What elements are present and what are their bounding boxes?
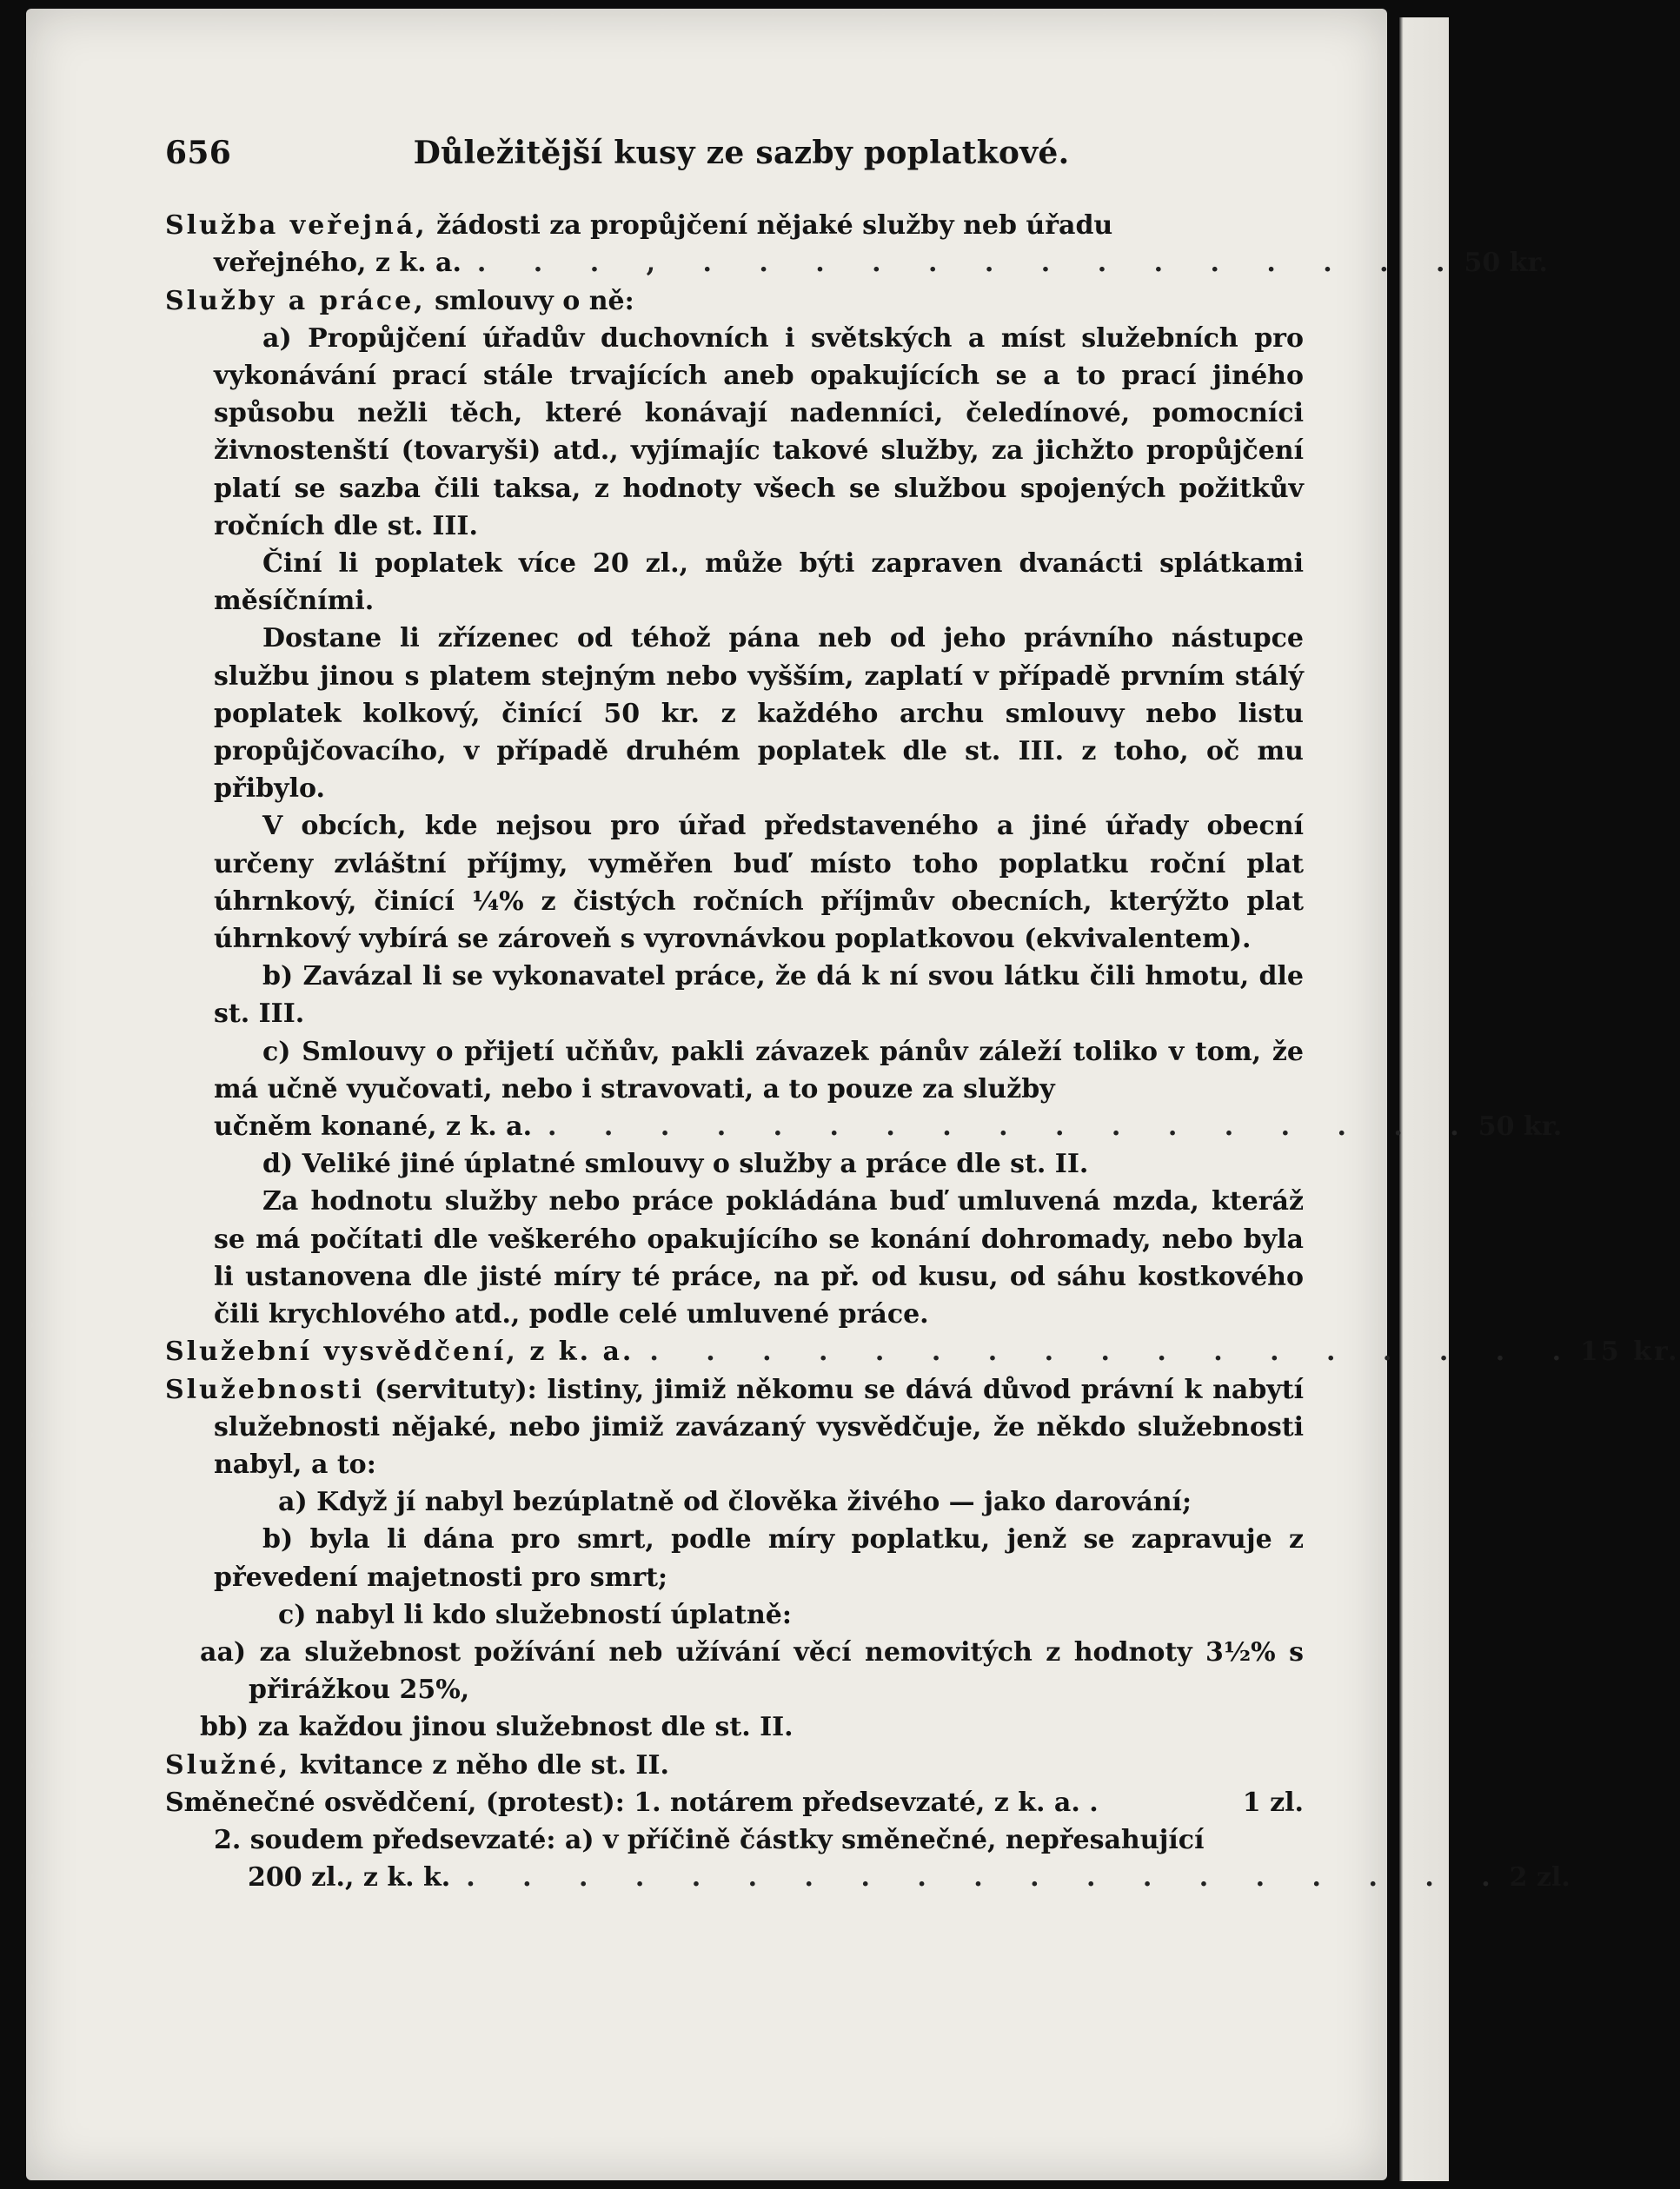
line-amount: 50 kr. [1477,1111,1563,1143]
priced-line [165,1333,1680,1370]
page-number: 656 [165,135,232,171]
entry-term: Služby a práce, [165,285,426,316]
line-text: veřejného, z k. a. [214,248,462,279]
priced-line [165,1784,1304,1821]
entry-sluzne [165,1747,1304,1784]
leader-dots: . . . . . . . . . . . . . . . . . . . [466,1862,1510,1894]
entry-text: (servituty): listiny, jimiž někomu se dává důvod právní k nabytí služebnosti nějaké, nebo jimiž zavázaný vysvědčuje, že někdo služebnosti nabyl, a to: [214,1374,1304,1480]
line-text: Směnečné osvědčení, (protest): 1. notárem předsevzaté, z k. a. . [165,1787,1099,1818]
entry-text: kvitance z něho dle st. II. [290,1749,669,1781]
paragraph-successor: Dostane li zřízenec od téhož pána neb od jeho právního nástupce službu jinou s platem stejným nebo vyšším, zaplatí v případě prvním stálý poplatek kolkový, činící 50 kr. z každého archu smlouvy nebo listu propůjčovacího, v případě druhém poplatek dle st. III. z toho, oč mu přibylo. [214,623,1304,805]
leader-dots: . . . . . . . . . . . . . . . . . [548,1111,1478,1143]
paragraph-installments: Činí li poplatek více 20 zl., může býti zapraven dvanácti splátkami měsíčními. [214,548,1304,617]
entry-term: Služné, [165,1749,291,1781]
paragraph-b: b) Zavázal li se vykonavatel práce, že dá k ní svou látku čili hmotu, dle st. III. [214,961,1304,1030]
paragraph-aa: aa) za služebnost požívání neb užívání věcí nemovitých z hodnoty 3½% s přirážkou 25%, [200,1636,1304,1706]
paragraph-c: c) Smlouvy o přijetí učňův, pakli závazek pánův záleží toliko v tom, že má učně vyučovati, nebo i stravovati, a to pouze za služby [214,1036,1304,1104]
page-title: Důležitější kusy ze sazby poplatkové. [413,135,1070,171]
line-text: 200 zl., z k. k. [248,1862,451,1894]
leader-dots: . . . . . . . . . . . . . . . . . [649,1337,1581,1368]
priced-line [165,1108,1563,1145]
paragraph-municipalities: V obcích, kde nejsou pro úřad představeného a jiné úřady obecní určeny zvláštní příjmy, vyměřen buď místo toho poplatku roční plat úhrnkový, činící ¼% z čistých ročních příjmův obecních, kterýžto plat úhrnkový vybírá se zároveň s vyrovnávkou poplatkovou (ekvivalentem). [214,811,1304,955]
paragraph-b-servitude: b) byla li dána pro smrt, podle míry poplatku, jenž se zapravuje z převedení majetnosti pro smrt; [214,1524,1304,1593]
line-text: Služební vysvědčení, z k. a. [165,1337,634,1368]
page-header [165,135,1304,172]
entry-term: Služba veřejná, [165,210,428,242]
entry-text: smlouvy o ně: [425,285,634,316]
priced-line [165,1859,1570,1896]
paragraph-court: 2. soudem předsevzaté: a) v příčině částky směnečné, nepřesahující [214,1824,1205,1855]
entry-sluzebnosti [165,1371,1304,1484]
entry-term: Služebnosti [165,1374,364,1405]
entry-text: žádosti za propůjčení nějaké služby neb úřadu [427,210,1113,242]
paragraph-c-servitude: c) nabyl li kdo služebností úplatně: [278,1599,792,1630]
line-amount: 1 zl. [1242,1787,1304,1818]
line-amount: 2 zl. [1509,1862,1570,1894]
paragraph-a-servitude: a) Když jí nabyl bezúplatně od člověka živého — jako darování; [278,1487,1192,1518]
leader-dots: . . . , . . . . . . . . . . . . . . [476,248,1464,279]
line-text: učněm konané, z k. a. [214,1111,533,1143]
priced-line [165,244,1548,282]
next-page-edge [1399,17,1449,2181]
entry-sluzba-verejna [165,207,1304,244]
paragraph-valuation: Za hodnotu služby nebo práce pokládána buď umluvená mzda, kteráž se má počítati dle veškerého opakujícího se konání dohromady, nebo byla li ustanovena dle jisté míry té práce, na př. od kusu, od sáhu kostkového čili krychlového atd., podle celé umluvené práce. [214,1186,1304,1330]
page-content [165,135,1680,1896]
line-amount: 50 kr. [1464,248,1548,279]
paragraph-bb: bb) za každou jinou služebnost dle st. II. [200,1712,794,1743]
entry-sluzby-a-prace [165,282,1304,320]
paragraph-d: d) Veliké jiné úplatné smlouvy o služby a práce dle st. II. [262,1149,1089,1180]
paragraph-a: a) Propůjčení úřadův duchovních i světských a míst služebních pro vykonávání prací stále trvajících aneb opakujících se a to prací jiného spůsobu nežli těch, které konávají nadenníci, čeledínové, pomocníci živnostenští (tovaryši) atd., vyjímajíc takové služby, za jichžto propůjčení platí se sazba čili taksa, z hodnoty všech se službou spojených požitkův ročních dle st. III. [214,322,1304,541]
line-amount: 15 kr. [1580,1337,1680,1368]
